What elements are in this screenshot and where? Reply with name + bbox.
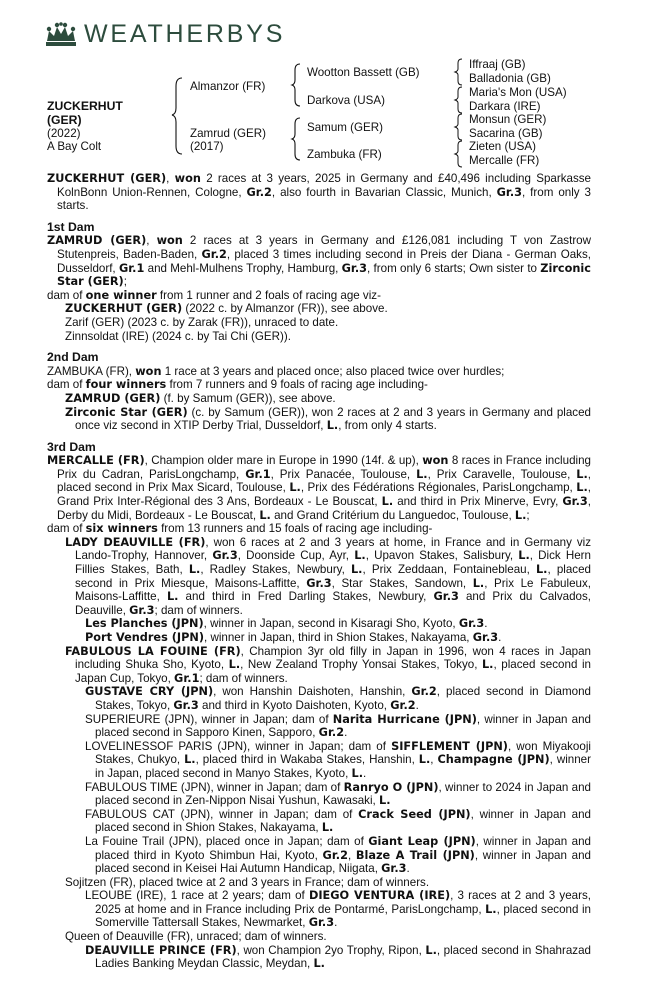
second-dam-paragraph: ZAMBUKA (FR), won 1 race at 3 years and placed once; also placed twice over hurdles;	[47, 364, 505, 378]
pedigree-brace-6	[453, 113, 467, 141]
gen4-1: Iffraaj (GB)	[469, 58, 526, 71]
gen3-sire-sire: Wootton Bassett (GB)	[307, 66, 420, 79]
dam-year: (2017)	[190, 140, 224, 153]
gen4-3: Maria's Mon (USA)	[469, 86, 567, 99]
progeny-item: La Fouine Trail (JPN), placed once in Japan; dam of Giant Leap (JPN), winner in Japan and placed third in Kyoto Shimbun Hai, Kyoto, Gr.2, Blaze A Trail (JPN), winner in Japan and placed second in Keisei Hai Autumn Handicap, Niigata, Gr.3.	[85, 834, 591, 876]
catalogue-content	[47, 172, 591, 971]
progeny-item: ZAMRUD (GER) (f. by Samum (GER)), see above.	[65, 391, 336, 405]
sire: Almanzor (FR)	[190, 80, 266, 93]
gen3-sire-dam: Darkova (USA)	[307, 94, 385, 107]
brand-name: WEATHERBYS	[84, 20, 286, 49]
pedigree-brace-4	[453, 58, 467, 86]
gen4-4: Darkara (IRE)	[469, 100, 541, 113]
gen4-6: Sacarina (GB)	[469, 127, 543, 140]
crown-icon	[44, 22, 78, 48]
pedigree-brace-1	[170, 76, 190, 156]
pedigree-brace-5	[453, 86, 467, 114]
third-dam-paragraph: MERCALLE (FR), Champion older mare in Europe in 1990 (14f. & up), won 8 races in France including Prix du Cadran, ParisLongchamp, Gr.1, Prix Panacée, Toulouse, L., Prix Caravelle, Toulouse, L., placed second in Prix Max Sicard, Toulouse, L., Prix des Fédérations Régionales, ParisLongchamp, L., Grand Prix Inter-Régional des 3 Ans, Bordeaux - Le Bouscat, L. and third in Prix Minerve, Evry, Gr.3, Derby du Midi, Bordeaux - Le Bouscat, L. and Grand Critérium du Languedoc, Toulouse, L.;	[47, 454, 592, 522]
progeny-item: DEAUVILLE PRINCE (FR), won Champion 2yo Trophy, Ripon, L., placed second in Shahrazad Ladies Banking Meydan Classic, Meydan, L.	[85, 943, 591, 971]
gen3-dam-sire: Samum (GER)	[307, 121, 384, 134]
progeny-item: SUPERIEURE (JPN), winner in Japan; dam of Narita Hurricane (JPN), winner in Japan and placed second in Sapporo Kinen, Sapporo, Gr.2.	[85, 712, 592, 740]
progeny-item: Les Planches (JPN), winner in Japan, second in Kisaragi Sho, Kyoto, Gr.3.	[85, 617, 488, 631]
gen3-dam-dam: Zambuka (FR)	[307, 148, 382, 161]
progeny-item: FABULOUS TIME (JPN), winner in Japan; dam of Ranryo O (JPN), winner to 2024 in Japan and placed second in Zen-Nippon Nisai Yushun, Kawasaki, L.	[85, 780, 592, 808]
dam: Zamrud (GER)	[190, 127, 267, 140]
progeny-item: FABULOUS CAT (JPN), winner in Japan; dam of Crack Seed (JPN), winner in Japan and placed second in Shion Stakes, Nakayama, L.	[85, 807, 591, 835]
horse-name: ZUCKERHUT	[47, 99, 123, 113]
progeny-item: LEOUBE (IRE), 1 race at 2 years; dam of DIEGO VENTURA (IRE), 3 races at 2 and 3 years, 2025 at home and in France including Prix de Pontarmé, ParisLongchamp, L., placed second in Somerville Tattersall Stakes, Newmarket, Gr.3.	[85, 889, 591, 930]
second-dam-produce-line: dam of four winners from 7 runners and 9 foals of racing age including-	[47, 378, 428, 392]
progeny-item: Zinnsoldat (IRE) (2024 c. by Tai Chi (GER)).	[65, 329, 291, 343]
weatherbys-logo	[44, 20, 285, 50]
third-dam-heading: 3rd Dam	[47, 439, 96, 454]
progeny-item: LOVELINESSOF PARIS (JPN), winner in Japan; dam of SIFFLEMENT (JPN), won Miyakooji Stakes, Chukyo, L., placed third in Wakaba Stakes, Hanshin, L., Champagne (JPN), winner in Japan, placed second in Manyo Stakes, Kyoto, L..	[85, 739, 591, 780]
gen4-7: Zieten (USA)	[469, 140, 537, 153]
progeny-item: Zarif (GER) (2023 c. by Zarak (FR)), unraced to date.	[65, 315, 339, 329]
progeny-item: GUSTAVE CRY (JPN), won Hanshin Daishoten, Hanshin, Gr.2, placed second in Diamond Stakes, Tokyo, Gr.3 and third in Kyoto Daishoten, Kyoto, Gr.2.	[85, 685, 591, 712]
progeny-item: Zirconic Star (GER) (c. by Samum (GER)), won 2 races at 2 and 3 years in Germany and placed once viz second in XTIP Derby Trial, Dusseldorf, L., from only 4 starts.	[65, 405, 591, 433]
first-dam-heading: 1st Dam	[47, 219, 95, 234]
horse-desc: A Bay Colt	[47, 140, 102, 153]
progeny-item: Port Vendres (JPN), winner in Japan, third in Shion Stakes, Nakayama, Gr.3.	[85, 631, 502, 644]
summary-paragraph: ZUCKERHUT (GER), won 2 races at 3 years, 2025 in Germany and £40,496 including Sparkasse KolnBonn Union-Rennen, Cologne, Gr.2, also fourth in Bavarian Classic, Munich, Gr.3, from only 3 starts.	[47, 172, 591, 213]
gen4-2: Balladonia (GB)	[469, 72, 551, 85]
gen4-8: Mercalle (FR)	[469, 154, 540, 167]
gen4-5: Monsun (GER)	[469, 113, 547, 126]
pedigree-brace-3	[290, 116, 306, 162]
progeny-item: Queen of Deauville (FR), unraced; dam of winners.	[65, 930, 327, 944]
progeny-item: ZUCKERHUT (GER) (2022 c. by Almanzor (FR)), see above.	[65, 302, 388, 316]
progeny-item: LADY DEAUVILLE (FR), won 6 races at 2 and 3 years at home, in France and in Germany viz Lando-Trophy, Hannover, Gr.3, Doonside Cup, Ayr, L., Upavon Stakes, Salisbury, L., Dick Hern Fillies Stakes, Bath, L., Radley Stakes, Newbury, L., Prix Zeddaan, Fontainebleau, L., placed second in Prix Miesque, Maisons-Laffitte, Gr.3, Star Stakes, Sandown, L., Prix Le Fabuleux, Maisons-Laffitte, L. and third in Fred Darling Stakes, Newbury, Gr.3 and Prix du Calvados, Deauville, Gr.3; dam of winners.	[65, 535, 592, 617]
third-dam-produce-line: dam of six winners from 13 runners and 15 foals of racing age including-	[47, 522, 433, 536]
progeny-item: Sojitzen (FR), placed twice at 2 and 3 years in France; dam of winners.	[65, 875, 430, 889]
pedigree-brace-2	[290, 62, 306, 108]
progeny-item: FABULOUS LA FOUINE (FR), Champion 3yr old filly in Japan in 1996, won 4 races in Japan including Shuka Sho, Kyoto, L., New Zealand Trophy Yonsai Stakes, Tokyo, L., placed second in Japan Cup, Tokyo, Gr.1; dam of winners.	[65, 644, 592, 685]
horse-country: (GER)	[47, 113, 82, 127]
pedigree-brace-7	[453, 140, 467, 168]
horse-year: (2022)	[47, 127, 81, 140]
first-dam-produce-line: dam of one winner from 1 runner and 2 foals of racing age viz-	[47, 288, 381, 302]
second-dam-heading: 2nd Dam	[47, 350, 99, 365]
first-dam-paragraph: ZAMRUD (GER), won 2 races at 3 years in Germany and £126,081 including T von Zastrow Stutenpreis, Baden-Baden, Gr.2, placed 3 times including second in Preis der Diana - German Oaks, Dusseldorf, Gr.1 and Mehl-Mulhens Trophy, Hamburg, Gr.3, from only 6 starts; Own sister to Zirconic Star (GER);	[47, 234, 592, 289]
